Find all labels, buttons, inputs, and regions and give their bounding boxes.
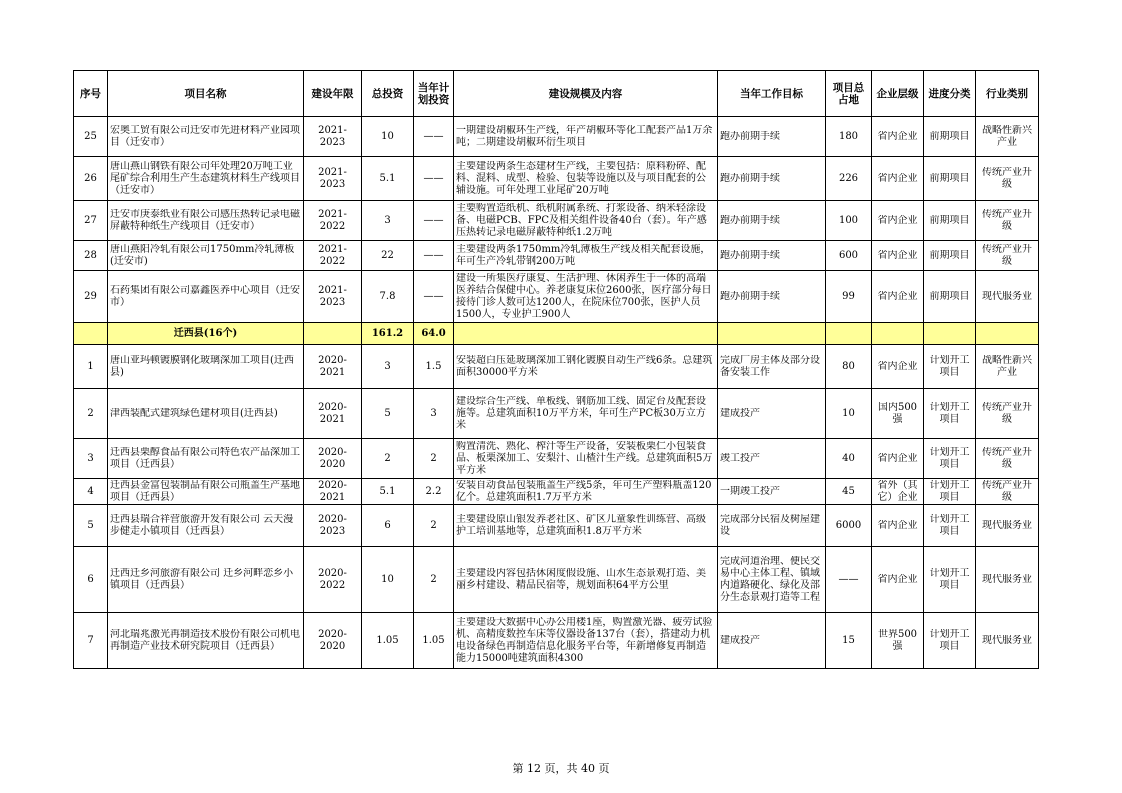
- cell-progress: 计划开工项目: [924, 439, 976, 479]
- project-table: [73, 70, 1039, 669]
- cell-progress: 前期项目: [924, 157, 976, 201]
- group-total: 161.2: [362, 323, 414, 345]
- table-row: [74, 157, 1039, 201]
- cell-total: 1.05: [362, 613, 414, 669]
- cell-no: 29: [74, 271, 108, 323]
- group-cell: [454, 323, 718, 345]
- header-cell: 行业类别: [976, 71, 1039, 117]
- cell-total: 6: [362, 505, 414, 547]
- cell-goal: 跑办前期手续: [718, 271, 826, 323]
- table-row: [74, 479, 1039, 505]
- cell-level: 省内企业: [872, 157, 924, 201]
- cell-no: 7: [74, 613, 108, 669]
- group-cell: [924, 323, 976, 345]
- cell-plan: 2: [414, 547, 454, 613]
- cell-name: 唐山燕山钢铁有限公司年处理20万吨工业尾矿综合利用生产生态建筑材料生产线项目（迁安市）: [108, 157, 304, 201]
- table-row: [74, 345, 1039, 389]
- cell-no: 4: [74, 479, 108, 505]
- cell-period: 2021-2023: [304, 117, 362, 157]
- group-cell: [872, 323, 924, 345]
- cell-period: 2021-2022: [304, 241, 362, 271]
- cell-period: 2020-2021: [304, 479, 362, 505]
- cell-name: 宏奥工贸有限公司迁安市先进材料产业园项目（迁安市）: [108, 117, 304, 157]
- cell-area: 100: [826, 201, 872, 241]
- cell-total: 3: [362, 345, 414, 389]
- cell-area: 10: [826, 389, 872, 439]
- cell-scope: 安装超白压延玻璃深加工钢化镀膜自动生产线6条。总建筑面积30000平方米: [454, 345, 718, 389]
- cell-period: 2020-2021: [304, 389, 362, 439]
- cell-no: 1: [74, 345, 108, 389]
- cell-scope: 主要建设原山银发养老社区、矿区儿童象性训练营、高级护工培训基地等，总建筑面积1.8万平方米: [454, 505, 718, 547]
- group-name: 迁西县(16个): [108, 323, 304, 345]
- cell-goal: 跑办前期手续: [718, 117, 826, 157]
- cell-scope: 主要建设大数据中心办公用楼1座，购置激光器、疲劳试验机、高精度数控车床等仪器设备137台（套），搭建动力机电设备绿色再制造信息化服务平台等，年新增修复再制造能力15000吨建筑面积4300: [454, 613, 718, 669]
- cell-name: 河北瑞兆激光再制造技术股份有限公司机电再制造产业技术研究院项目（迁西县）: [108, 613, 304, 669]
- cell-industry: 战略性新兴产业: [976, 345, 1039, 389]
- cell-name: 唐山亚玛顿镀膜钢化玻璃深加工项目(迁西县): [108, 345, 304, 389]
- cell-total: 7.8: [362, 271, 414, 323]
- cell-level: 省外（其它）企业: [872, 479, 924, 505]
- cell-period: 2020-2022: [304, 547, 362, 613]
- cell-progress: 计划开工项目: [924, 345, 976, 389]
- header-cell: 当年计划投资: [414, 71, 454, 117]
- table-body: [74, 117, 1039, 323]
- cell-industry: 传统产业升级: [976, 479, 1039, 505]
- cell-plan: 1.05: [414, 613, 454, 669]
- group-cell: [74, 323, 108, 345]
- group-row: [74, 323, 1039, 345]
- cell-period: 2020-2023: [304, 505, 362, 547]
- cell-area: 80: [826, 345, 872, 389]
- cell-total: 10: [362, 547, 414, 613]
- cell-plan: ——: [414, 241, 454, 271]
- cell-name: 迁西迁乡河旅游有限公司 迁乡河畔恋乡小镇项目（迁西县）: [108, 547, 304, 613]
- header-cell: 项目总占地: [826, 71, 872, 117]
- cell-scope: 主要建设两条生态建材生产线，主要包括：原料粉碎、配料、混料、成型、检验、包装等设施以及与项目配套的公辅设施。可年处理工业尾矿20万吨: [454, 157, 718, 201]
- table-row: [74, 389, 1039, 439]
- cell-no: 6: [74, 547, 108, 613]
- header-row: [74, 71, 1039, 117]
- cell-period: 2020-2021: [304, 345, 362, 389]
- cell-plan: 2.2: [414, 479, 454, 505]
- cell-no: 2: [74, 389, 108, 439]
- cell-goal: 跑办前期手续: [718, 201, 826, 241]
- cell-scope: 安装自动食品包装瓶盖生产线5条，年可生产塑料瓶盖120亿个。总建筑面积1.7万平方米: [454, 479, 718, 505]
- cell-total: 5: [362, 389, 414, 439]
- table-row: [74, 439, 1039, 479]
- cell-industry: 现代服务业: [976, 271, 1039, 323]
- cell-name: 迁西县栗醇食品有限公司特色农产品深加工项目（迁西县）: [108, 439, 304, 479]
- cell-level: 省内企业: [872, 439, 924, 479]
- group-body: [74, 323, 1039, 345]
- cell-period: 2020-2020: [304, 613, 362, 669]
- cell-scope: 建设一所集医疗康复、生活护理、休闲养生于一体的高端医养结合保健中心。养老康复床位2600张，医疗部分每日接待门诊人数可达1200人，在院床位700张，医护人员1500人，专业护工900人: [454, 271, 718, 323]
- cell-industry: 现代服务业: [976, 547, 1039, 613]
- cell-goal: 跑办前期手续: [718, 157, 826, 201]
- table-row: [74, 241, 1039, 271]
- cell-period: 2021-2023: [304, 157, 362, 201]
- cell-total: 10: [362, 117, 414, 157]
- cell-total: 3: [362, 201, 414, 241]
- cell-level: 省内企业: [872, 241, 924, 271]
- table-row: [74, 613, 1039, 669]
- cell-no: 25: [74, 117, 108, 157]
- cell-no: 26: [74, 157, 108, 201]
- cell-area: ——: [826, 547, 872, 613]
- cell-period: 2021-2023: [304, 271, 362, 323]
- cell-goal: 建成投产: [718, 389, 826, 439]
- cell-plan: ——: [414, 117, 454, 157]
- cell-area: 6000: [826, 505, 872, 547]
- header-cell: 企业层级: [872, 71, 924, 117]
- cell-area: 99: [826, 271, 872, 323]
- header-cell: 建设年限: [304, 71, 362, 117]
- cell-no: 28: [74, 241, 108, 271]
- cell-industry: 现代服务业: [976, 613, 1039, 669]
- cell-level: 世界500强: [872, 613, 924, 669]
- cell-scope: 一期建设胡椒环生产线，年产胡椒环等化工配套产品1万余吨；二期建设胡椒环衍生项目: [454, 117, 718, 157]
- cell-progress: 前期项目: [924, 241, 976, 271]
- cell-goal: 建成投产: [718, 613, 826, 669]
- cell-area: 600: [826, 241, 872, 271]
- cell-name: 唐山燕阳冷轧有限公司1750mm冷轧薄板(迁安市): [108, 241, 304, 271]
- cell-progress: 前期项目: [924, 271, 976, 323]
- table-body: [74, 345, 1039, 669]
- cell-goal: 竣工投产: [718, 439, 826, 479]
- cell-total: 5.1: [362, 479, 414, 505]
- cell-level: 省内企业: [872, 201, 924, 241]
- cell-scope: 主要建设两条1750mm冷轧薄板生产线及相关配套设施，年可生产冷轧带钢200万吨: [454, 241, 718, 271]
- cell-goal: 完成河道治理、便民交易中心主体工程、镇域内道路硬化、绿化及部分生态景观打造等工程: [718, 547, 826, 613]
- cell-industry: 战略性新兴产业: [976, 117, 1039, 157]
- cell-plan: 2: [414, 505, 454, 547]
- cell-industry: 传统产业升级: [976, 201, 1039, 241]
- cell-total: 22: [362, 241, 414, 271]
- cell-industry: 传统产业升级: [976, 241, 1039, 271]
- cell-progress: 计划开工项目: [924, 505, 976, 547]
- table-row: [74, 505, 1039, 547]
- cell-goal: 完成厂房主体及部分设备安装工作: [718, 345, 826, 389]
- cell-area: 40: [826, 439, 872, 479]
- cell-industry: 传统产业升级: [976, 157, 1039, 201]
- cell-goal: 完成部分民宿及树屋建设: [718, 505, 826, 547]
- cell-plan: 1.5: [414, 345, 454, 389]
- cell-area: 45: [826, 479, 872, 505]
- cell-name: 迁安市庚泰纸业有限公司感压热转记录电磁屏蔽特种纸生产线项目（迁安市）: [108, 201, 304, 241]
- cell-plan: ——: [414, 157, 454, 201]
- cell-progress: 前期项目: [924, 117, 976, 157]
- group-cell: [976, 323, 1039, 345]
- header-cell: 序号: [74, 71, 108, 117]
- table-row: [74, 547, 1039, 613]
- cell-progress: 前期项目: [924, 201, 976, 241]
- header-cell: 项目名称: [108, 71, 304, 117]
- cell-area: 15: [826, 613, 872, 669]
- cell-scope: 建设综合生产线、单板线、钢筋加工线、固定台及配套设施等。总建筑面积10万平方米，年可生产PC板30万立方米: [454, 389, 718, 439]
- cell-plan: ——: [414, 201, 454, 241]
- cell-total: 2: [362, 439, 414, 479]
- group-cell: [304, 323, 362, 345]
- header-cell: 建设规模及内容: [454, 71, 718, 117]
- cell-plan: ——: [414, 271, 454, 323]
- cell-level: 省内企业: [872, 505, 924, 547]
- header-cell: 当年工作目标: [718, 71, 826, 117]
- header-cell: 进度分类: [924, 71, 976, 117]
- cell-scope: 主要购置造纸机、纸机附属系统、打浆设备、纳米轻涂设备、电磁PCB、FPC及相关组件设备40台（套）。年产感压热转记录电磁屏蔽特种纸1.2万吨: [454, 201, 718, 241]
- cell-level: 省内企业: [872, 547, 924, 613]
- cell-name: 石药集团有限公司嘉鑫医养中心项目（迁安市）: [108, 271, 304, 323]
- cell-period: 2020-2020: [304, 439, 362, 479]
- cell-industry: 传统产业升级: [976, 439, 1039, 479]
- cell-area: 180: [826, 117, 872, 157]
- cell-progress: 计划开工项目: [924, 479, 976, 505]
- cell-plan: 3: [414, 389, 454, 439]
- cell-name: 迁西县瑞合祥营旅游开发有限公司 云天漫步健走小镇项目（迁西县）: [108, 505, 304, 547]
- header-cell: 总投资: [362, 71, 414, 117]
- cell-total: 5.1: [362, 157, 414, 201]
- group-plan: 64.0: [414, 323, 454, 345]
- cell-scope: 主要建设内容包括休闲度假设施、山水生态景观打造、美丽乡村建设、精品民宿等，规划面积64平方公里: [454, 547, 718, 613]
- cell-progress: 计划开工项目: [924, 613, 976, 669]
- cell-no: 5: [74, 505, 108, 547]
- cell-level: 国内500强: [872, 389, 924, 439]
- group-cell: [826, 323, 872, 345]
- cell-area: 226: [826, 157, 872, 201]
- cell-name: 迁西县金富包装制品有限公司瓶盖生产基地项目（迁西县）: [108, 479, 304, 505]
- table-row: [74, 117, 1039, 157]
- cell-level: 省内企业: [872, 117, 924, 157]
- table-row: [74, 271, 1039, 323]
- cell-progress: 计划开工项目: [924, 389, 976, 439]
- cell-goal: 一期竣工投产: [718, 479, 826, 505]
- cell-industry: 现代服务业: [976, 505, 1039, 547]
- cell-goal: 跑办前期手续: [718, 241, 826, 271]
- cell-level: 省内企业: [872, 345, 924, 389]
- cell-progress: 计划开工项目: [924, 547, 976, 613]
- cell-no: 27: [74, 201, 108, 241]
- cell-plan: 2: [414, 439, 454, 479]
- group-cell: [718, 323, 826, 345]
- cell-scope: 购置清洗、熟化、榨汁等生产设备，安装板栗仁小包装食品、板栗深加工、安梨汁、山楂汁生产线。总建筑面积5万平方米: [454, 439, 718, 479]
- cell-industry: 传统产业升级: [976, 389, 1039, 439]
- cell-period: 2021-2022: [304, 201, 362, 241]
- cell-no: 3: [74, 439, 108, 479]
- table-row: [74, 201, 1039, 241]
- cell-level: 省内企业: [872, 271, 924, 323]
- page-footer: 第 12 页，共 40 页: [512, 762, 610, 775]
- cell-name: 津西装配式建筑绿色建材项目(迁西县): [108, 389, 304, 439]
